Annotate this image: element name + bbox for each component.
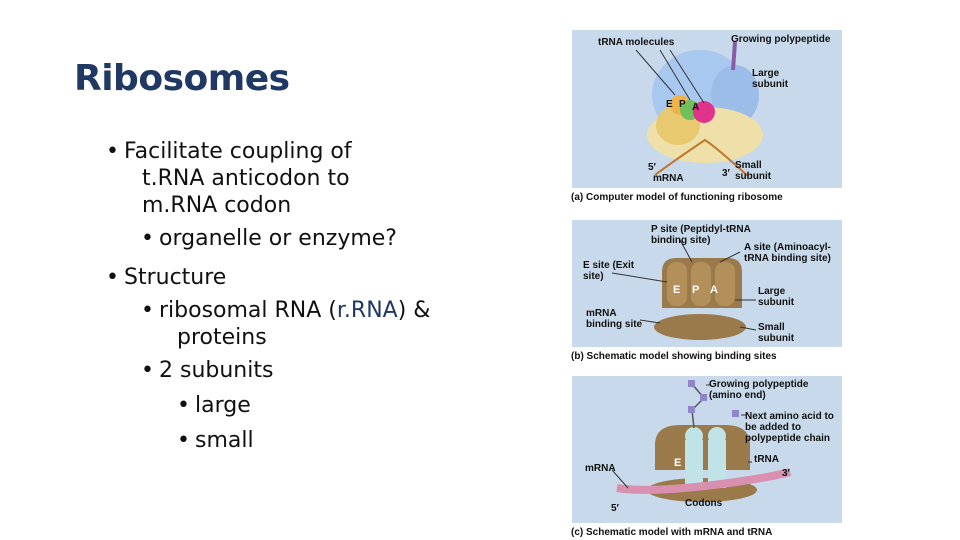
label-e-site: E site (Exit site) xyxy=(583,260,635,282)
bullet-text: large xyxy=(195,393,251,418)
label-trna: tRNA xyxy=(754,454,779,465)
bullet-text-pre: ribosomal RNA ( xyxy=(159,298,337,323)
caption-panel-c: (c) Schematic model with mRNA and tRNA xyxy=(571,527,773,538)
label-e-b: E xyxy=(673,284,681,296)
bullet-text: Facilitate coupling of xyxy=(124,139,352,164)
caption-panel-b: (b) Schematic model showing binding sites xyxy=(571,351,777,362)
label-mrna-c: mRNA xyxy=(585,463,616,474)
bullet-text: small xyxy=(195,428,254,453)
label-small-subunit: Small subunit xyxy=(735,160,772,182)
label-five-prime: 5′ xyxy=(648,162,656,173)
label-e: E xyxy=(666,99,673,110)
bullet-text: Structure xyxy=(124,265,227,290)
bullet-marker: • xyxy=(141,298,154,323)
computer-model-ribosome xyxy=(636,42,763,176)
label-three-prime-c: 3′ xyxy=(782,468,790,479)
bullet-marker: • xyxy=(141,358,154,383)
label-next-amino-acid: Next amino acid to be added to polypeptide chain xyxy=(745,411,834,444)
label-a-b: A xyxy=(710,284,718,296)
label-a-site: A site (Aminoacyl-tRNA binding site) xyxy=(744,242,831,264)
rrna-highlight: r.RNA xyxy=(336,298,398,323)
label-large-subunit: Large subunit xyxy=(752,68,789,90)
label-five-prime-c: 5′ xyxy=(611,503,619,514)
bullet-marker: • xyxy=(106,265,119,290)
label-p-site: P site (Peptidyl-tRNA binding site) xyxy=(651,224,751,246)
label-p-b: P xyxy=(692,284,700,296)
label-large-subunit-b: Large subunit xyxy=(758,286,795,308)
caption-panel-a: (a) Computer model of functioning ribosome xyxy=(571,192,783,203)
bullet-marker: • xyxy=(141,226,154,251)
label-mrna-binding-site: mRNA binding site xyxy=(586,308,643,330)
label-p: P xyxy=(679,99,686,110)
bullet-text: 2 subunits xyxy=(159,358,274,383)
label-mrna: mRNA xyxy=(653,173,684,184)
bullet-marker: • xyxy=(177,428,190,453)
label-a: A xyxy=(692,102,700,113)
bullet-marker: • xyxy=(106,139,119,164)
label-e-c: E xyxy=(674,457,682,469)
label-small-subunit-b: Small subunit xyxy=(758,322,795,344)
bullet-text-post: ) & xyxy=(397,298,431,323)
bullet-continuation: proteins xyxy=(177,325,267,350)
bullet-continuation: m.RNA codon xyxy=(142,193,292,218)
bullet-text: organelle or enzyme? xyxy=(159,226,397,251)
label-growing-polypeptide-c: Growing polypeptide (amino end) xyxy=(709,379,809,401)
bullet-marker: • xyxy=(177,393,190,418)
label-codons: Codons xyxy=(685,498,723,509)
bullet-continuation: t.RNA anticodon to xyxy=(142,166,350,191)
label-three-prime: 3′ xyxy=(722,168,730,179)
label-growing-polypeptide: Growing polypeptide xyxy=(731,34,831,45)
label-trna-molecules: tRNA molecules xyxy=(598,37,675,48)
slide-title: Ribosomes xyxy=(74,58,290,99)
